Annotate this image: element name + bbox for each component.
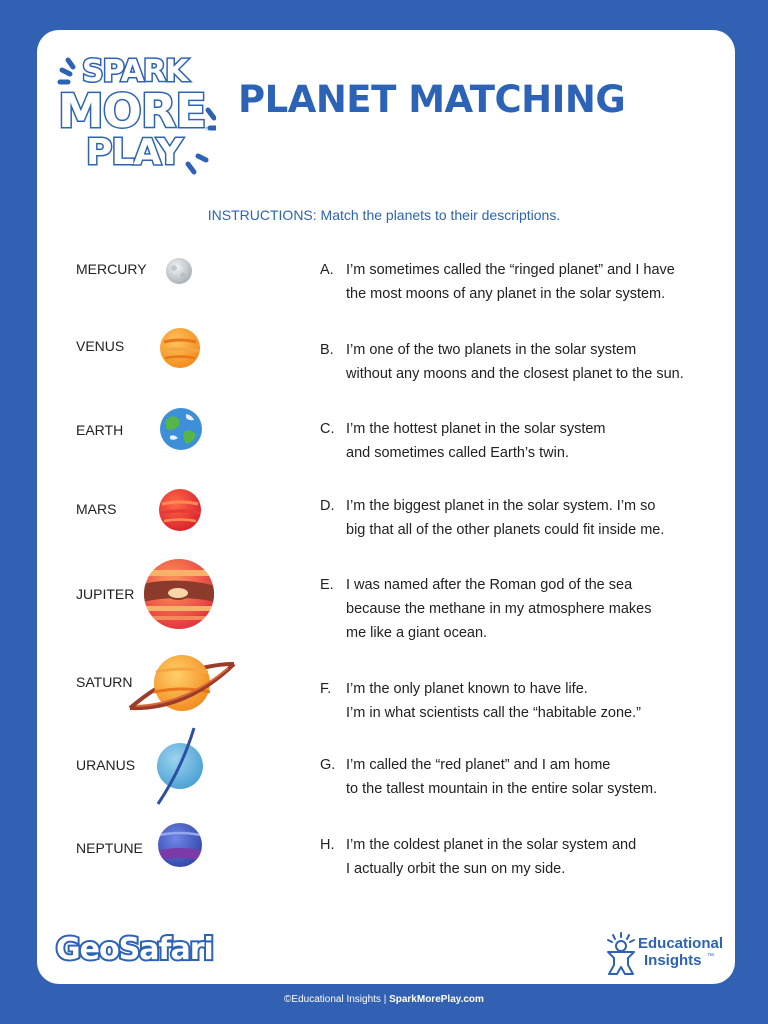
copyright-text: ©Educational Insights |: [284, 994, 390, 1005]
description-letter: D.: [320, 498, 335, 514]
description-line: I’m the hottest planet in the solar system: [346, 421, 606, 437]
description-line: I’m the biggest planet in the solar system. I’m so: [346, 498, 656, 514]
description-c: [320, 417, 606, 465]
description-line: and sometimes called Earth’s twin.: [346, 445, 569, 461]
neptune-icon: [156, 821, 204, 869]
description-letter: E.: [320, 577, 334, 593]
logo-word-more: MORE: [58, 84, 206, 138]
planet-name-uranus: URANUS: [76, 757, 136, 773]
instructions-text: INSTRUCTIONS: Match the planets to their descriptions.: [207, 207, 561, 223]
planet-name-venus: VENUS: [76, 338, 125, 354]
saturn-icon: [126, 650, 238, 716]
description-f: [320, 677, 641, 725]
description-e: [320, 573, 651, 645]
logo-word-spark: SPARK: [82, 54, 188, 89]
spark-more-play-logo: [56, 52, 216, 180]
description-line: the most moons of any planet in the solar system.: [346, 286, 666, 302]
logo-word-play: PLAY: [86, 132, 182, 173]
description-line: I’m in what scientists call the “habitable zone.”: [346, 705, 641, 721]
description-letter: A.: [320, 262, 334, 278]
planet-name-neptune: NEPTUNE: [76, 840, 143, 856]
description-g: [320, 753, 657, 801]
description-letter: C.: [320, 421, 335, 437]
geosafari-logo: [56, 932, 213, 967]
description-line: I’m one of the two planets in the solar system: [346, 342, 637, 358]
description-letter: F.: [320, 681, 332, 697]
planet-name-mars: MARS: [76, 501, 117, 517]
description-line: because the methane in my atmosphere makes: [346, 601, 652, 617]
planet-name-jupiter: JUPITER: [76, 586, 135, 602]
educational-insights-line2: Insights: [644, 952, 702, 969]
description-letter: G.: [320, 757, 336, 773]
page-title: PLANET MATCHING: [238, 78, 626, 121]
mercury-icon: [164, 256, 194, 286]
planet-name-mercury: MERCURY: [76, 261, 147, 277]
venus-icon: [158, 326, 202, 370]
planet-name-earth: EARTH: [76, 422, 124, 438]
description-d: [320, 494, 664, 542]
description-line: I’m the only planet known to have life.: [346, 681, 588, 697]
educational-insights-figure-icon: [604, 932, 638, 976]
educational-insights-trademark: ™: [707, 953, 714, 960]
description-letter: H.: [320, 837, 335, 853]
logo-trademark: ™: [204, 126, 212, 135]
description-a: [320, 258, 675, 306]
description-line: I’m sometimes called the “ringed planet” and I have: [346, 262, 675, 278]
jupiter-icon: [142, 556, 216, 632]
description-line: I’m called the “red planet” and I am home: [346, 757, 611, 773]
description-line: I actually orbit the sun on my side.: [346, 861, 566, 877]
description-line: to the tallest mountain in the entire solar system.: [346, 781, 658, 797]
educational-insights-line1: Educational: [638, 935, 724, 952]
description-letter: B.: [320, 342, 334, 358]
website-link[interactable]: SparkMorePlay.com: [389, 994, 484, 1005]
educational-insights-logo: [604, 932, 724, 976]
planet-name-saturn: SATURN: [76, 674, 133, 690]
earth-icon: [158, 406, 204, 452]
uranus-icon: [152, 724, 206, 808]
geosafari-wordmark: GeoSafari: [56, 932, 213, 967]
description-b: [320, 338, 684, 386]
mars-icon: [157, 487, 203, 533]
description-line: big that all of the other planets could fit inside me.: [346, 522, 665, 538]
description-line: me like a giant ocean.: [346, 625, 488, 641]
copyright-footer: [0, 994, 768, 1005]
description-line: I’m the coldest planet in the solar system and: [346, 837, 637, 853]
description-line: I was named after the Roman god of the sea: [346, 577, 633, 593]
description-line: without any moons and the closest planet to the sun.: [346, 366, 684, 382]
description-h: [320, 833, 636, 881]
